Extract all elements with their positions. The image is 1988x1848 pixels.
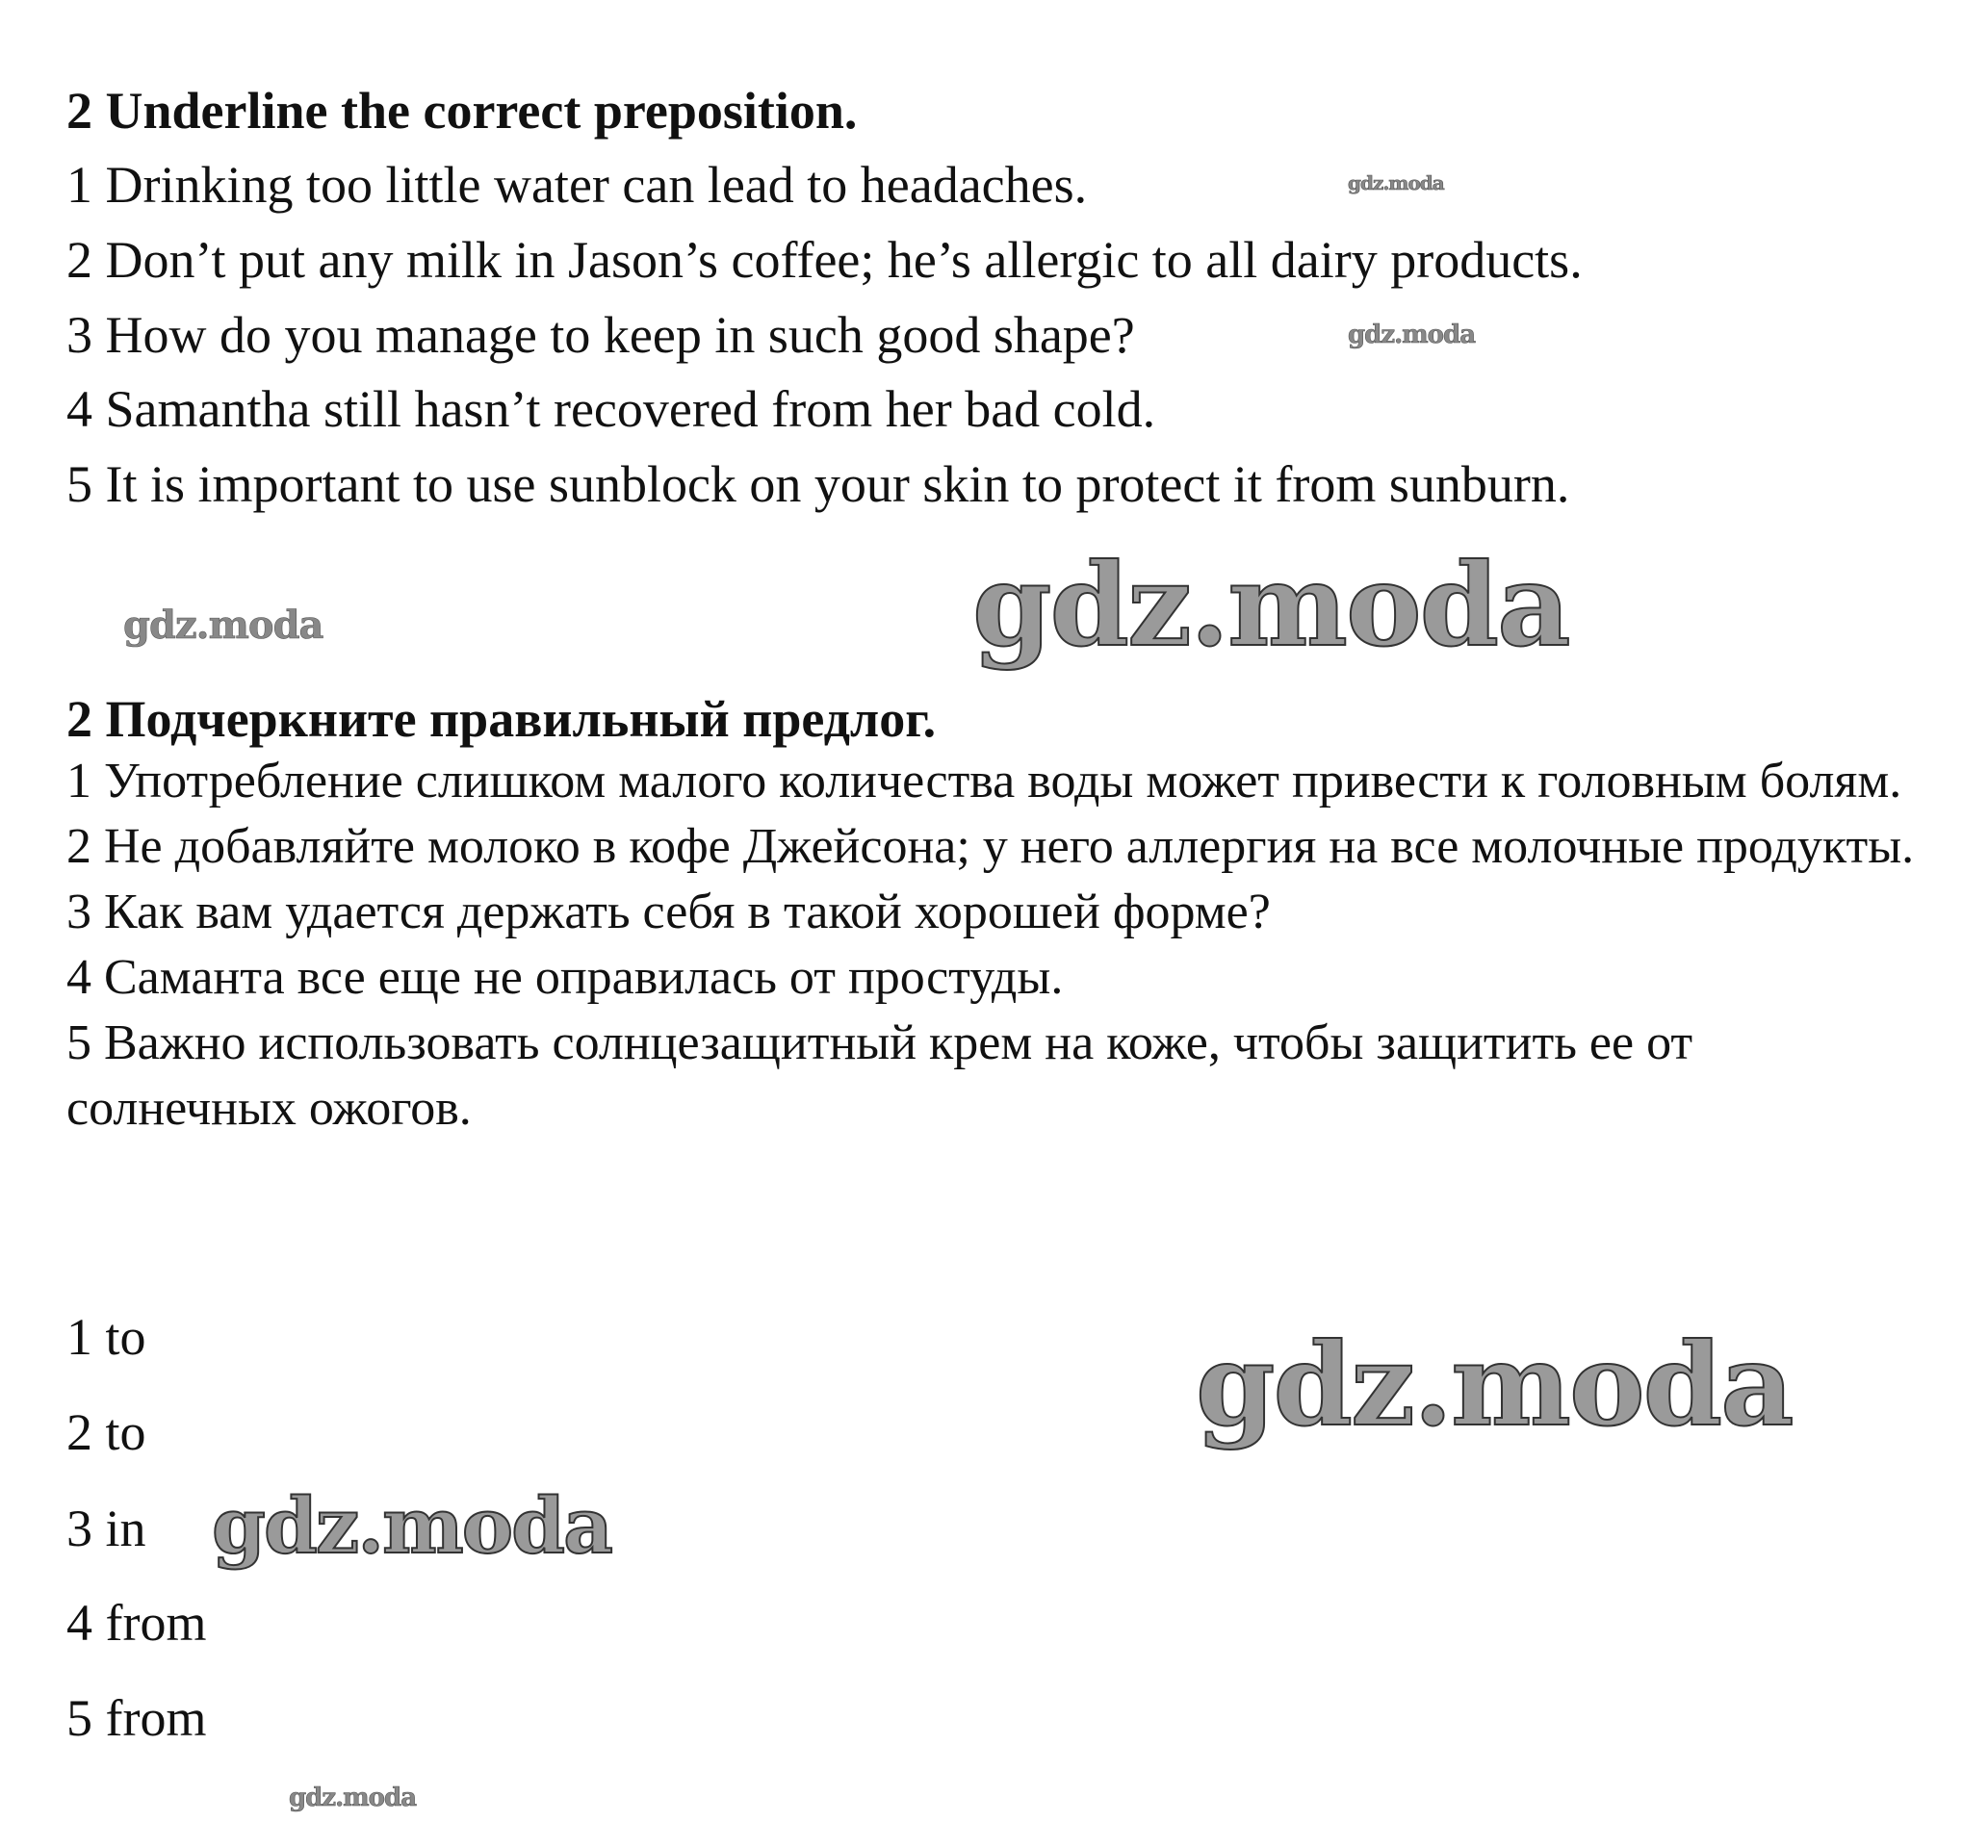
english-heading: 2 Underline the correct preposition. [66, 82, 858, 140]
watermark-small: gdz.moda [1348, 171, 1444, 194]
watermark-large: gdz.moda [972, 538, 1569, 672]
watermark-medium: gdz.moda [212, 1480, 611, 1571]
watermark-small: gdz.moda [289, 1784, 417, 1812]
english-item-1: 1 Drinking too little water can lead to headaches. [66, 156, 1088, 214]
russian-item-2: 2 Не добавляйте молоко в кофе Джейсона; у него аллергия на все молочные продукты. [66, 819, 1915, 874]
english-item-3: 3 How do you manage to keep in such good shape? [66, 306, 1135, 364]
russian-item-5: 5 Важно использовать солнцезащитный крем на коже, чтобы защитить ее от солнечных ожогов. [66, 1015, 1693, 1136]
answer-3: 3 in [66, 1500, 146, 1557]
english-item-4: 4 Samantha still hasn’t recovered from her bad cold. [66, 380, 1156, 438]
answer-5: 5 from [66, 1689, 207, 1747]
answer-4: 4 from [66, 1594, 207, 1652]
russian-heading: 2 Подчеркните правильный предлог. [66, 690, 937, 748]
watermark-small: gdz.moda [1348, 321, 1476, 349]
watermark-large: gdz.moda [1196, 1318, 1793, 1451]
russian-item-1: 1 Употребление слишком малого количества воды может привести к головным болям. [66, 754, 1902, 808]
answer-2: 2 to [66, 1403, 146, 1461]
english-item-2: 2 Don’t put any milk in Jason’s coffee; he’s allergic to all dairy products. [66, 231, 1583, 289]
english-item-5: 5 It is important to use sunblock on your skin to protect it from sunburn. [66, 455, 1570, 513]
russian-items [66, 749, 1934, 1142]
watermark-small: gdz.moda [123, 603, 323, 648]
russian-item-4: 4 Саманта все еще не оправилась от простуды. [66, 950, 1064, 1005]
answer-1: 1 to [66, 1308, 146, 1366]
russian-item-3: 3 Как вам удается держать себя в такой хорошей форме? [66, 885, 1271, 939]
